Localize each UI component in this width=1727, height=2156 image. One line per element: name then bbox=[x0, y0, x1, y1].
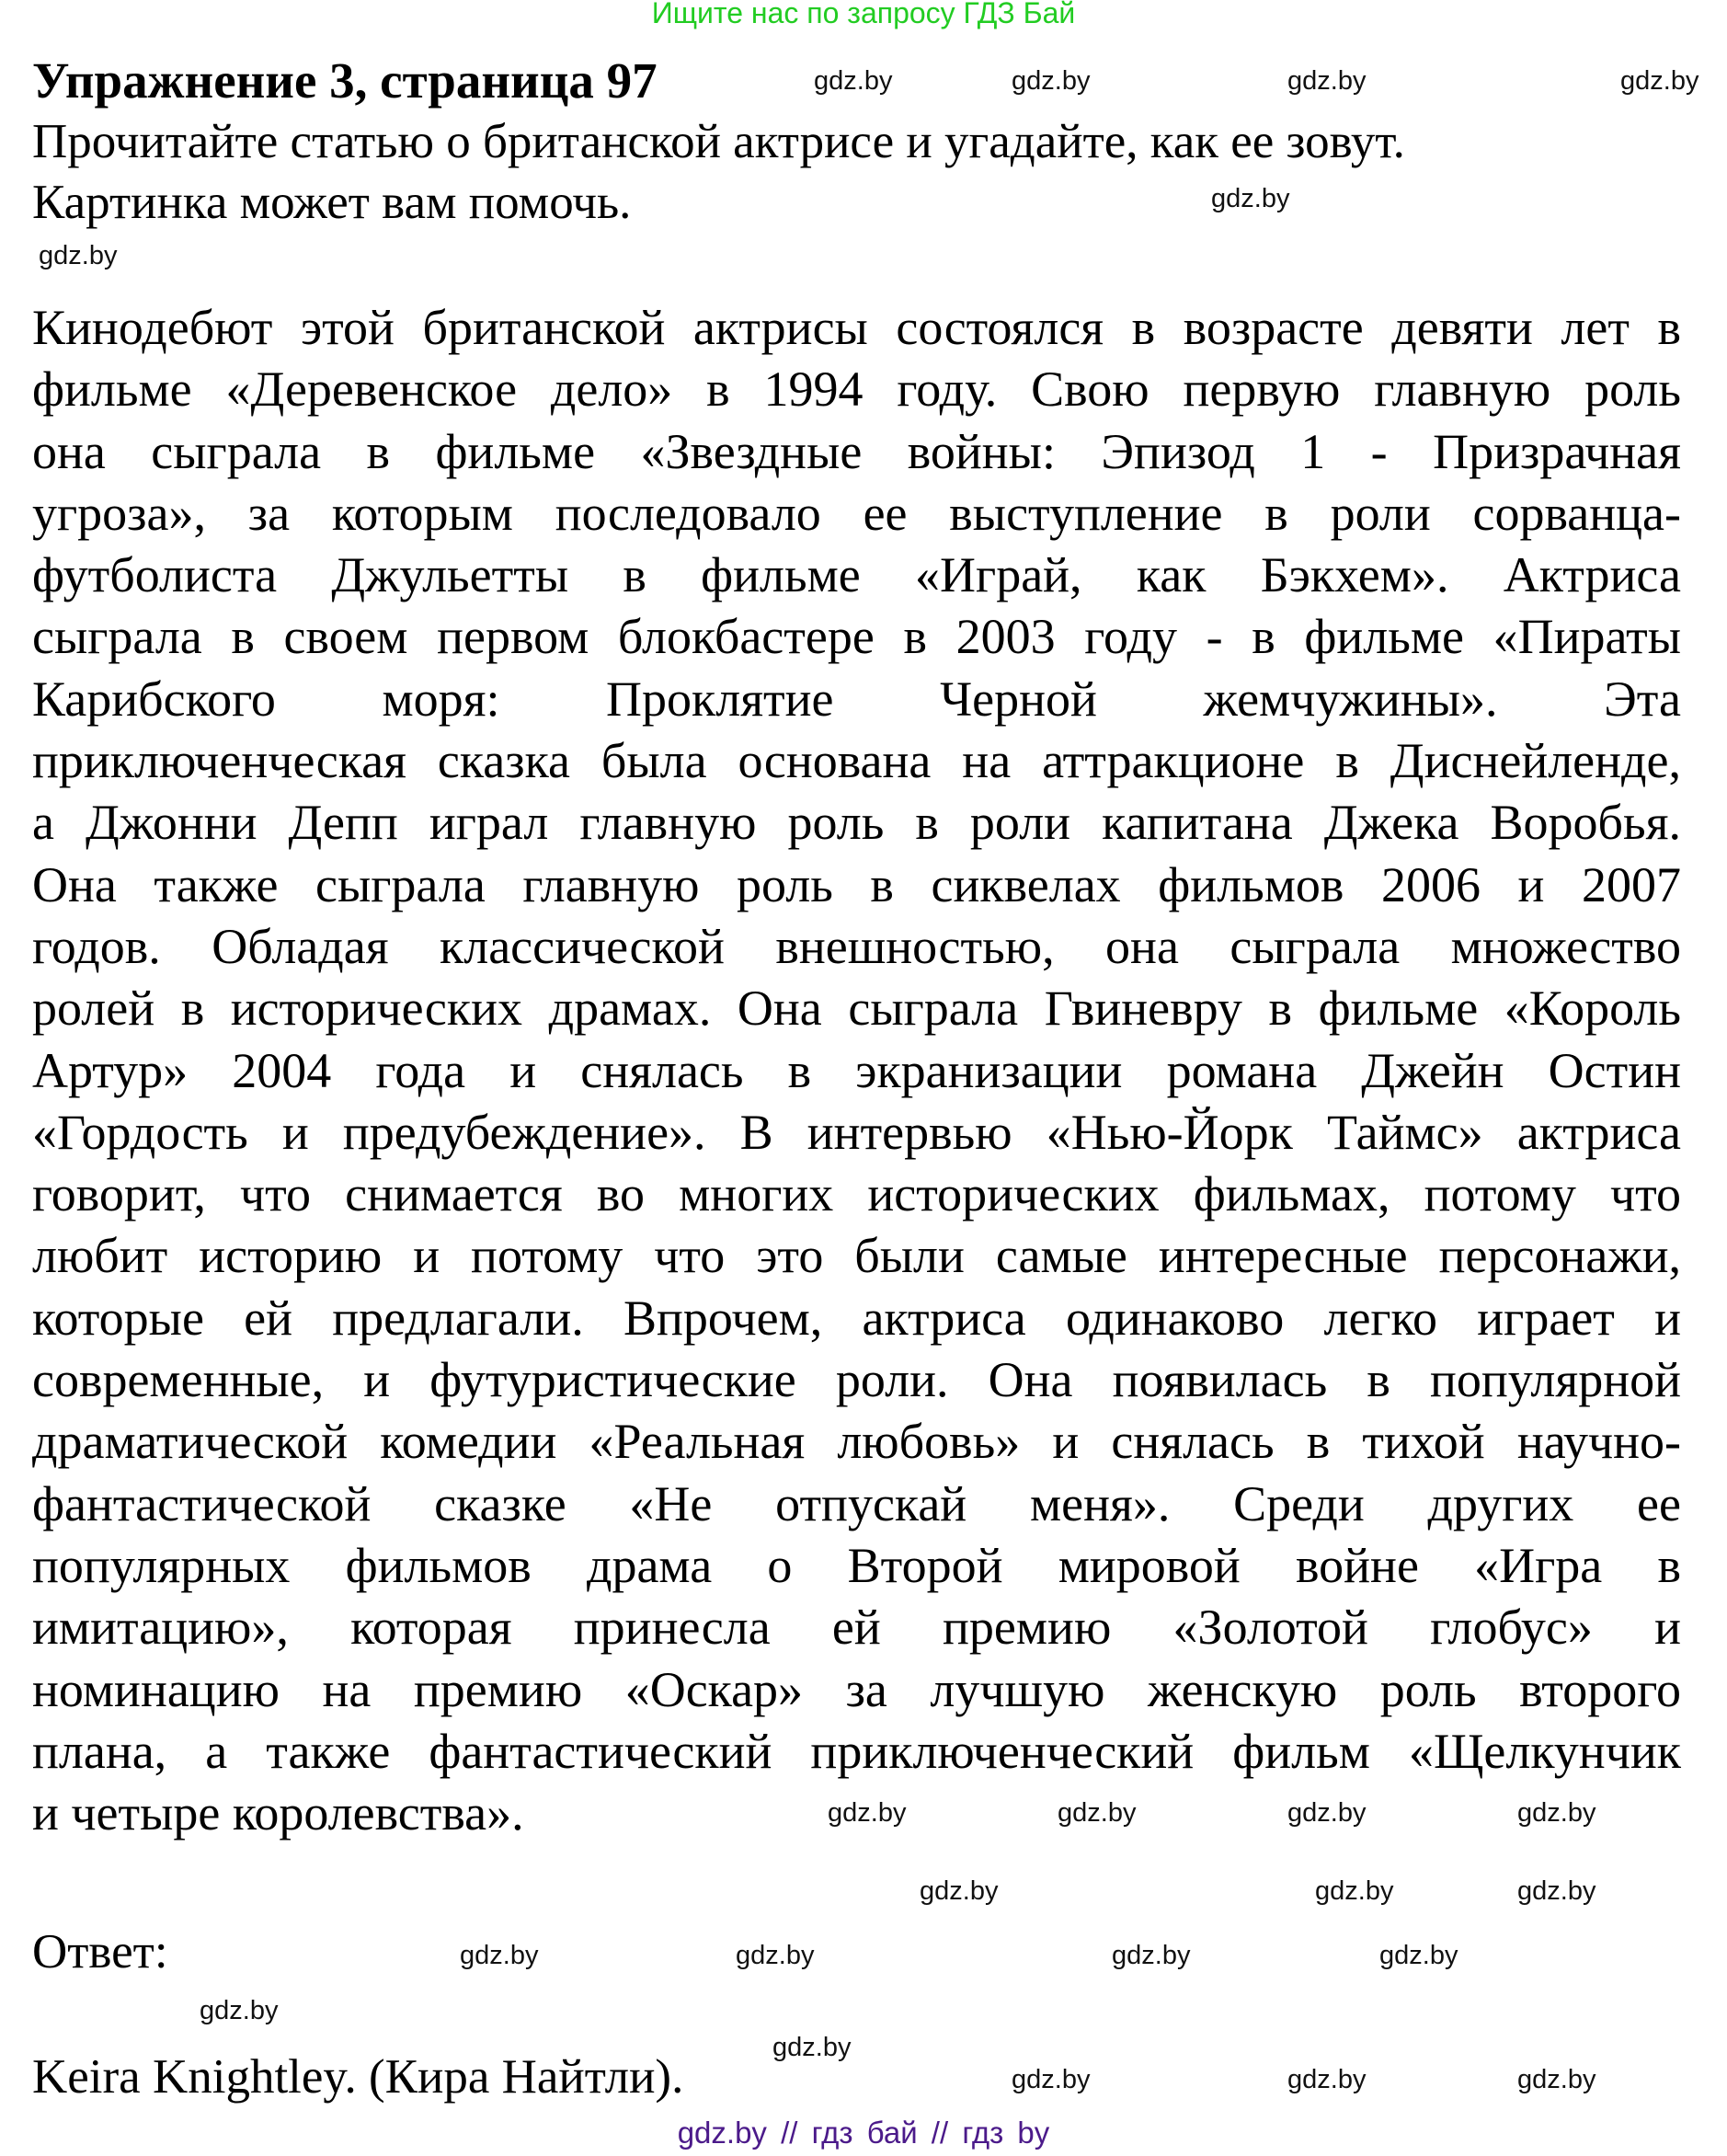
watermark: gdz.by bbox=[1517, 1876, 1596, 1906]
watermark: gdz.by bbox=[814, 66, 893, 96]
article-line: Она также сыграла главную роль в сиквелах фильмов 2006 и 2007 bbox=[32, 856, 1681, 912]
article-line: имитацию», которая принесла ей премию «Золотой глобус» и bbox=[32, 1600, 1681, 1656]
watermark: gdz.by bbox=[736, 1941, 815, 1970]
article-line: «Гордость и предубеждение». В интервью «Нью-Йорк Таймс» актриса bbox=[32, 1104, 1681, 1160]
article-line: Артур» 2004 года и снялась в экранизации романа Джейн Остин bbox=[32, 1042, 1681, 1098]
article-line: драматической комедии «Реальная любовь» и снялась в тихой научно- bbox=[32, 1414, 1681, 1470]
article-line: приключенческая сказка была основана на аттракционе в Диснейленде, bbox=[32, 733, 1681, 789]
instruction-line: Прочитайте статью о британской актрисе и угадайте, как ее зовут. bbox=[32, 115, 1405, 168]
article-line: а Джонни Депп играл главную роль в роли капитана Джека Воробья. bbox=[32, 795, 1681, 851]
watermark: gdz.by bbox=[39, 241, 118, 270]
article-line: ролей в исторических драмах. Она сыграла Гвиневру в фильме «Король bbox=[32, 981, 1681, 1037]
watermark: gdz.by bbox=[1517, 2065, 1596, 2094]
article-line: любит историю и потому что это были самые интересные персонажи, bbox=[32, 1228, 1681, 1284]
watermark: gdz.by bbox=[1287, 66, 1367, 96]
watermark: gdz.by bbox=[1620, 66, 1699, 96]
watermark: gdz.by bbox=[1012, 2065, 1091, 2094]
instruction-line: Картинка может вам помочь. bbox=[32, 176, 632, 229]
article-line: футболиста Джульетты в фильме «Играй, как Бэкхем». Актриса bbox=[32, 547, 1681, 603]
article-line: она сыграла в фильме «Звездные войны: Эпизод 1 - Призрачная bbox=[32, 423, 1681, 479]
answer-text: Keira Knightley. (Кира Найтли). bbox=[32, 2050, 684, 2104]
watermark: gdz.by bbox=[1211, 184, 1290, 213]
article-line: которые ей предлагали. Впрочем, актриса одинаково легко играет и bbox=[32, 1290, 1681, 1346]
article-line: годов. Обладая классической внешностью, она сыграла множество bbox=[32, 918, 1681, 974]
watermark: gdz.by bbox=[1315, 1876, 1394, 1906]
watermark: gdz.by bbox=[1012, 66, 1091, 96]
watermark: gdz.by bbox=[1112, 1941, 1191, 1970]
watermark: gdz.by bbox=[1058, 1798, 1137, 1828]
article-line: номинацию на премию «Оскар» за лучшую женскую роль второго bbox=[32, 1661, 1681, 1717]
watermark: gdz.by bbox=[920, 1876, 999, 1906]
watermark: gdz.by bbox=[772, 2033, 852, 2062]
article-line: Карибского моря: Проклятие Черной жемчужины». Эта bbox=[32, 671, 1681, 727]
article-line: говорит, что снимается во многих исторических фильмах, потому что bbox=[32, 1166, 1681, 1222]
answer-label: Ответ: bbox=[32, 1925, 168, 1978]
watermark: gdz.by bbox=[460, 1941, 539, 1970]
watermark: gdz.by bbox=[1287, 2065, 1367, 2094]
article-line: фантастической сказке «Не отпускай меня». Среди других ее bbox=[32, 1475, 1681, 1531]
article-line: и четыре королевства». bbox=[32, 1785, 524, 1841]
footer-links[interactable]: gdz.by // гдз бай // гдз by bbox=[677, 2116, 1050, 2150]
top-search-banner[interactable]: Ищите нас по запросу ГДЗ Бай bbox=[651, 0, 1076, 29]
article-line: плана, а также фантастический приключенческий фильм «Щелкунчик bbox=[32, 1723, 1681, 1779]
article-line: фильме «Деревенское дело» в 1994 году. Свою первую главную роль bbox=[32, 361, 1681, 418]
article-line: Кинодебют этой британской актрисы состоялся в возрасте девяти лет в bbox=[32, 300, 1681, 355]
article-text bbox=[32, 297, 1681, 1844]
watermark: gdz.by bbox=[1517, 1798, 1596, 1828]
watermark: gdz.by bbox=[1379, 1941, 1458, 1970]
watermark: gdz.by bbox=[1287, 1798, 1367, 1828]
article-line: популярных фильмов драма о Второй мировой войне «Игра в bbox=[32, 1537, 1681, 1593]
watermark: gdz.by bbox=[200, 1996, 279, 2025]
watermark: gdz.by bbox=[828, 1798, 907, 1828]
article-line: угроза», за которым последовало ее выступление в роли сорванца- bbox=[32, 485, 1681, 541]
article-line: сыграла в своем первом блокбастере в 2003 году - в фильме «Пираты bbox=[32, 609, 1681, 665]
article-line: современные, и футуристические роли. Она появилась в популярной bbox=[32, 1352, 1681, 1408]
exercise-title: Упражнение 3, страница 97 bbox=[32, 52, 658, 109]
